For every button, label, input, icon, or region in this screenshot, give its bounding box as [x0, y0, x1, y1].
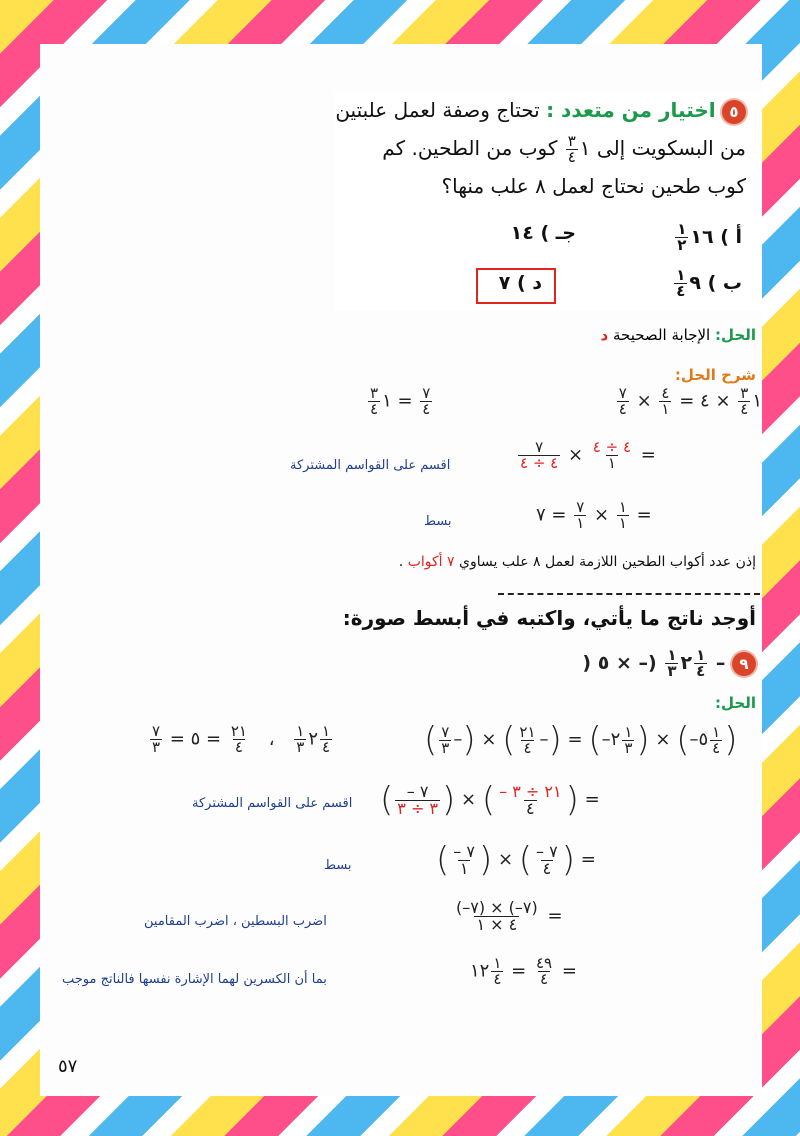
question-type-label: اختيار من متعدد :: [546, 98, 716, 122]
question-number-badge: ٩: [732, 652, 756, 676]
step-note-multiply: اضرب البسطين ، اضرب المقامين: [144, 914, 327, 929]
solution-5-step-1: $\frac{٧}{٤}$ × $\frac{٤}{١}$ = ١ $\frac{٣}{٤}$ × ٤: [618, 384, 762, 418]
choice-a: أ ) ١٦ $\frac{١}{٢}$: [677, 220, 742, 254]
solution-5-answer: الحل: الإجابة الصحيحة د: [600, 326, 756, 344]
section-title: أوجد ناتج ما يأتي، واكتبه في أبسط صورة:: [342, 606, 756, 630]
mixed-fraction: $\frac{٣}{٤}$: [567, 132, 576, 166]
step-note-simplify-9: بسط: [324, 858, 352, 873]
question-5-box: [334, 92, 762, 310]
conversion-5: $\frac{٧}{٤}$ = ١ $\frac{٣}{٤}$: [370, 384, 431, 418]
choice-d: د ) ٧: [498, 272, 542, 294]
textbook-page: [40, 44, 762, 1096]
conversion-9: $\frac{٧}{٣}$ = ٢ $\frac{١}{٣}$ ، $\frac{٢١}{٤}$ = ٥ $\frac{١}{٤}$: [152, 722, 331, 756]
question-9: ) ٢ $\frac{١}{٣}$ (– × ٥ $\frac{١}{٤}$ – ٩: [582, 648, 756, 679]
explanation-label: شرح الحل:: [674, 366, 756, 384]
choice-c: جـ ) ١٤: [510, 222, 576, 244]
solution-9-line-3: ( $\frac{- ٧}{١}$ ) × ( $\frac{- ٧}{٤}$ ) =: [436, 840, 596, 880]
question-5-line-2: من البسكويت إلى ١ $\frac{٣}{٤}$ كوب من الطحين. كم: [382, 132, 746, 166]
step-note-divide: اقسم على القواسم المشتركة: [290, 458, 451, 473]
question-5-line-1: ٥ اختيار من متعدد : تحتاج وصفة لعمل علبتين: [335, 98, 746, 124]
step-note-divide-9: اقسم على القواسم المشتركة: [192, 796, 353, 811]
solution-9-line-2: ( $\frac{- ٧}{٣ \div ٣}$ ) × ( $\frac{- ٢١ \div ٣}{٤}$ ) =: [380, 780, 600, 820]
solution-9-line-4: $\frac{(-٧) \times (-٧)}{٤ \times ١}$ =: [456, 898, 563, 934]
question-number-badge: ٥: [722, 100, 746, 124]
solution-5-step-3: ٧ = $\frac{٧}{١}$ × $\frac{١}{١}$ =: [536, 498, 652, 532]
step-note-sign-rule: بما أن الكسرين لهما الإشارة نفسها فالناتج موجب: [62, 972, 327, 987]
page-number: ٥٧: [58, 1056, 78, 1077]
solution-5-conclusion: إذن عدد أكواب الطحين اللازمة لعمل ٨ علب يساوي ٧ أكواب .: [398, 554, 756, 570]
solution-9-label: الحل:: [715, 694, 756, 712]
solution-9-line-5: ١٢ $\frac{١}{٤}$ = $\frac{٤٩}{٤}$ =: [470, 954, 577, 988]
question-5-line-3: كوب طحين نحتاج لعمل ٨ علب منها؟: [441, 174, 746, 198]
section-divider: [498, 593, 760, 595]
step-note-simplify: بسط: [424, 514, 452, 529]
solution-9-line-1: ( $\frac{٧}{٣}$ –) × ( $\frac{٢١}{٤}$ –) = (–٢ $\frac{١}{٣}$ ) × (–٥ $\frac{١}{٤}$ ): [424, 720, 738, 760]
solution-5-step-2: $\frac{٧}{٤ \div ٤}$ × $\frac{٤ \div ٤}{١}$ =: [520, 438, 656, 472]
choice-b: ب ) ٩ $\frac{١}{٤}$: [676, 266, 742, 300]
